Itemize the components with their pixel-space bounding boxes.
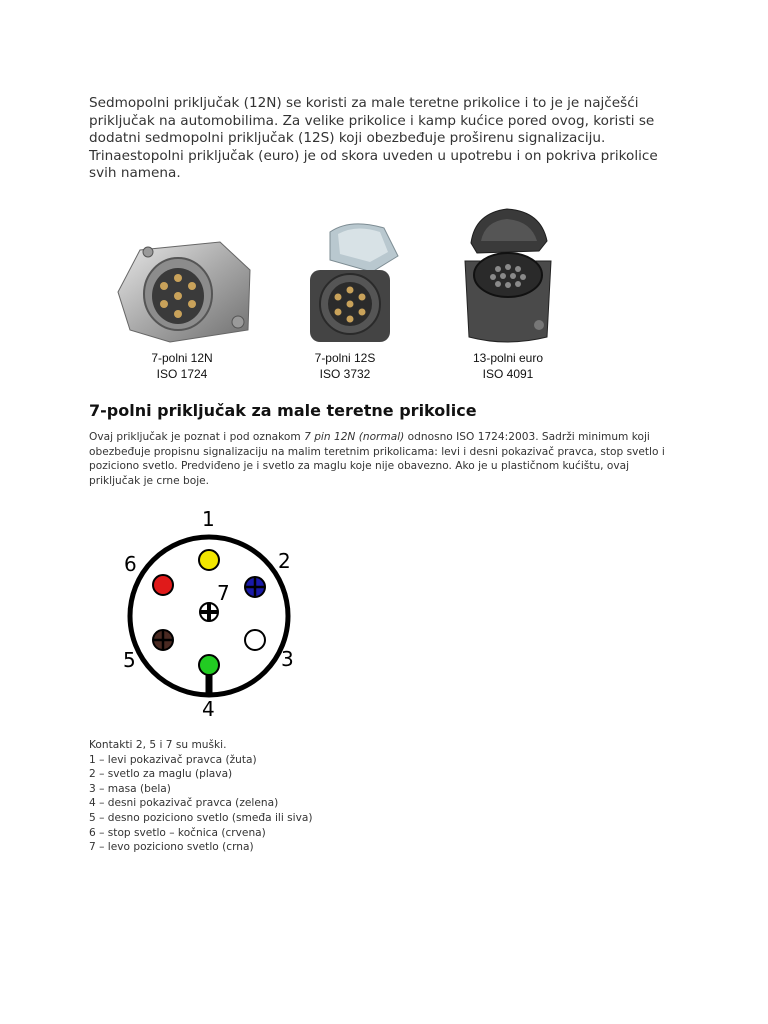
connector-12n-name: 7-polni 12N <box>151 351 213 365</box>
connector-euro-name: 13-polni euro <box>472 351 544 365</box>
connector-12s-standard: ISO 3732 <box>319 367 371 381</box>
pin-label-7: 7 <box>217 581 230 605</box>
connector-12s-name: 7-polni 12S <box>314 351 376 365</box>
contacts-intro: Kontakti 2, 5 i 7 su muški. <box>89 739 227 751</box>
connector-euro-photo <box>455 205 560 350</box>
section-heading: 7-polni priključak za male teretne prikolice <box>89 401 477 420</box>
intro-line: svih namena. <box>89 165 181 181</box>
connector-photos <box>100 200 600 390</box>
intro-line: Sedmopolni priključak (12N) se koristi za male teretne prikolice i to je je najčešći <box>89 95 639 111</box>
paragraph-emphasis: 7 pin 12N (normal) <box>304 431 405 443</box>
paragraph-text-start: Ovaj priključak je poznat i pod oznakom <box>89 431 305 443</box>
pin-1 <box>199 550 219 570</box>
pin-label-4: 4 <box>202 697 215 720</box>
pin-label-5: 5 <box>123 648 136 672</box>
connector-12n-photo <box>110 230 255 350</box>
connector-euro-standard: ISO 4091 <box>482 367 534 381</box>
pin-4 <box>199 655 219 675</box>
list-item: 5 – desno poziciono svetlo (smeđa ili siva) <box>89 811 313 824</box>
list-item: 2 – svetlo za maglu (plava) <box>89 768 233 781</box>
list-item: 7 – levo poziciono svetlo (crna) <box>89 841 254 854</box>
list-item: 4 – desni pokazivač pravca (zelena) <box>89 797 279 810</box>
pin-label-2: 2 <box>278 549 291 573</box>
pin-3 <box>245 630 265 650</box>
section-paragraph <box>89 430 679 488</box>
pin-label-3: 3 <box>281 647 294 671</box>
list-item: 6 – stop svetlo – kočnica (crvena) <box>89 826 266 839</box>
pin-label-6: 6 <box>124 552 137 576</box>
pinout-diagram <box>110 505 310 720</box>
intro-line: dodatni sedmopolni priključak (12S) koji obezbeđuje proširenu signalizaciju. <box>89 130 606 146</box>
paragraph-text-end: odnosno ISO 1724:2003. Sadrži minimum koji obezbeđuje propisnu signalizaciju na malim teretnim prikolicama: levi i desni pokazivač pravca, stop svetlo i poziciono svetlo. Predviđeno je i svetlo za maglu koje nije obavezno. Ako je u plastičnom kućištu, ovaj priključak je crne boje. <box>89 431 665 487</box>
pin-label-1: 1 <box>202 507 215 531</box>
list-item: 1 – levi pokazivač pravca (žuta) <box>89 753 257 766</box>
pin-6 <box>153 575 173 595</box>
contacts-list <box>89 738 489 855</box>
intro-line: priključak na automobilima. Za velike prikolice i kamp kućice pored ovog, koristi se <box>89 112 655 129</box>
intro-line: Trinaestopolni priključak (euro) je od skora uveden u upotrebu i on pokriva prikolice <box>89 147 658 164</box>
connector-12s-photo <box>300 220 410 350</box>
connector-12n-standard: ISO 1724 <box>156 367 208 381</box>
list-item: 3 – masa (bela) <box>89 782 171 795</box>
intro-text <box>89 95 689 183</box>
